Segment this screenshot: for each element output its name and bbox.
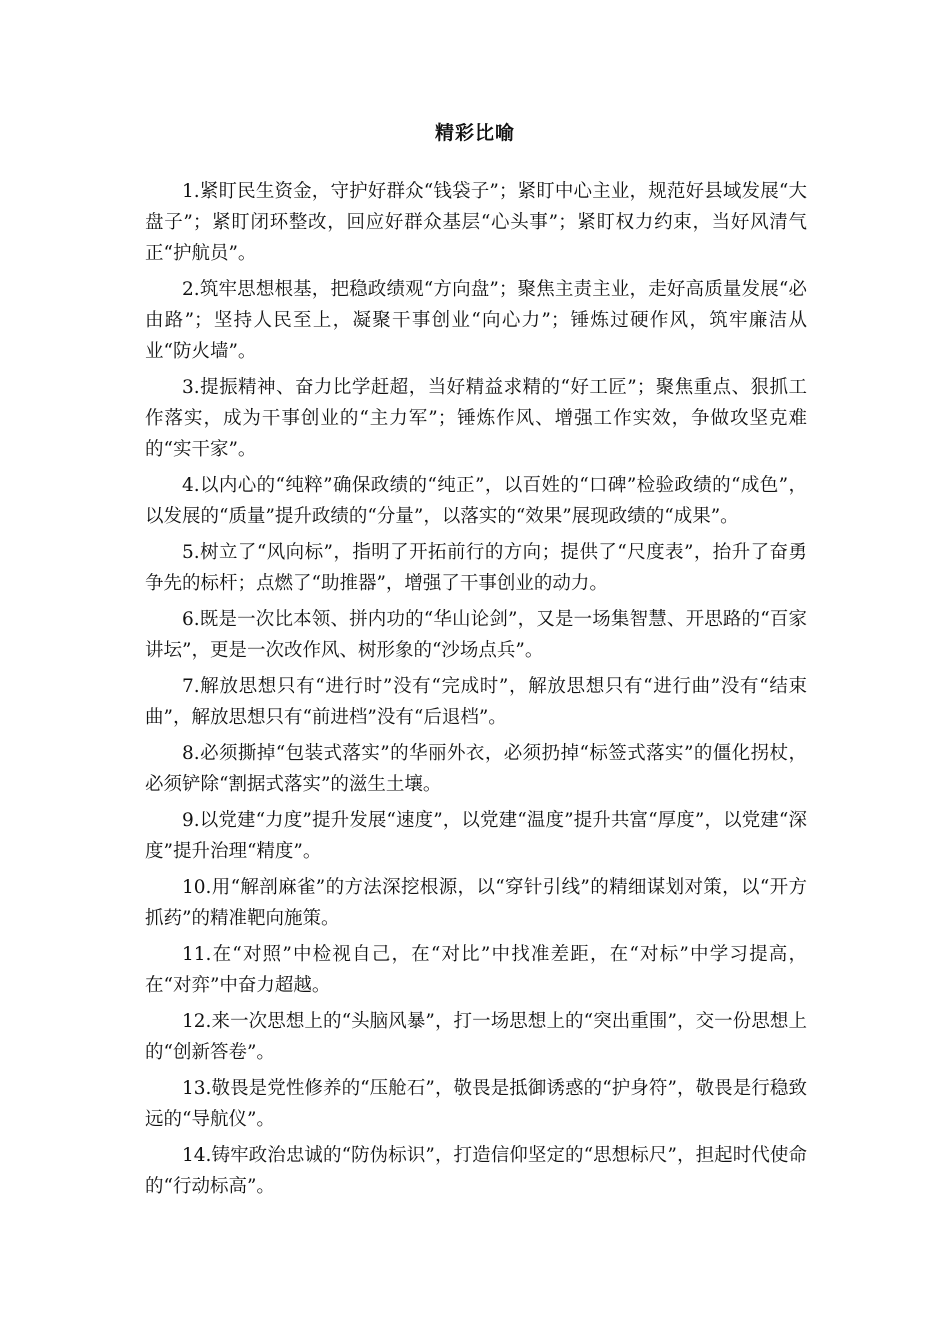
paragraph-1: 1.紧盯民生资金，守护好群众“钱袋子”；紧盯中心主业，规范好县域发展“大盘子”；紧盯闭环整改，回应好群众基层“心头事”；紧盯权力约束，当好风清气正“护航员”。	[145, 181, 807, 264]
paragraph-13: 13.敬畏是党性修养的“压舱石”，敬畏是抵御诱惑的“护身符”，敬畏是行稳致远的“导航仪”。	[145, 1078, 807, 1130]
document-body	[145, 176, 807, 1207]
paragraph-2: 2.筑牢思想根基，把稳政绩观“方向盘”；聚焦主责主业，走好高质量发展“必由路”；坚持人民至上，凝聚干事创业“向心力”；锤炼过硬作风，筑牢廉洁从业“防火墙”。	[145, 279, 807, 362]
paragraph-7: 7.解放思想只有“进行时”没有“完成时”，解放思想只有“进行曲”没有“结束曲”，解放思想只有“前进档”没有“后退档”。	[145, 676, 807, 728]
paragraph-14: 14.铸牢政治忠诚的“防伪标识”，打造信仰坚定的“思想标尺”，担起时代使命的“行动标高”。	[145, 1145, 807, 1197]
paragraph-9: 9.以党建“力度”提升发展“速度”，以党建“温度”提升共富“厚度”，以党建“深度”提升治理“精度”。	[145, 810, 807, 862]
paragraph-4: 4.以内心的“纯粹”确保政绩的“纯正”，以百姓的“口碑”检验政绩的“成色”，以发展的“质量”提升政绩的“分量”，以落实的“效果”展现政绩的“成果”。	[145, 475, 807, 527]
page-title: 精彩比喻	[434, 122, 515, 144]
paragraph-10: 10.用“解剖麻雀”的方法深挖根源，以“穿针引线”的精细谋划对策，以“开方抓药”的精准靶向施策。	[145, 877, 807, 929]
paragraph-8: 8.必须撕掉“包装式落实”的华丽外衣，必须扔掉“标签式落实”的僵化拐杖，必须铲除“割据式落实”的滋生土壤。	[145, 743, 807, 795]
paragraph-12: 12.来一次思想上的“头脑风暴”，打一场思想上的“突出重围”，交一份思想上的“创新答卷”。	[145, 1011, 807, 1063]
paragraph-11: 11.在“对照”中检视自己，在“对比”中找准差距，在“对标”中学习提高，在“对弈”中奋力超越。	[145, 944, 807, 996]
paragraph-3: 3.提振精神、奋力比学赶超，当好精益求精的“好工匠”；聚焦重点、狠抓工作落实，成为干事创业的“主力军”；锤炼作风、增强工作实效，争做攻坚克难的“实干家”。	[145, 377, 807, 460]
paragraph-6: 6.既是一次比本领、拼内功的“华山论剑”，又是一场集智慧、开思路的“百家讲坛”，更是一次改作风、树形象的“沙场点兵”。	[145, 609, 807, 661]
paragraph-5: 5.树立了“风向标”，指明了开拓前行的方向；提供了“尺度表”，抬升了奋勇争先的标杆；点燃了“助推器”，增强了干事创业的动力。	[145, 542, 807, 594]
